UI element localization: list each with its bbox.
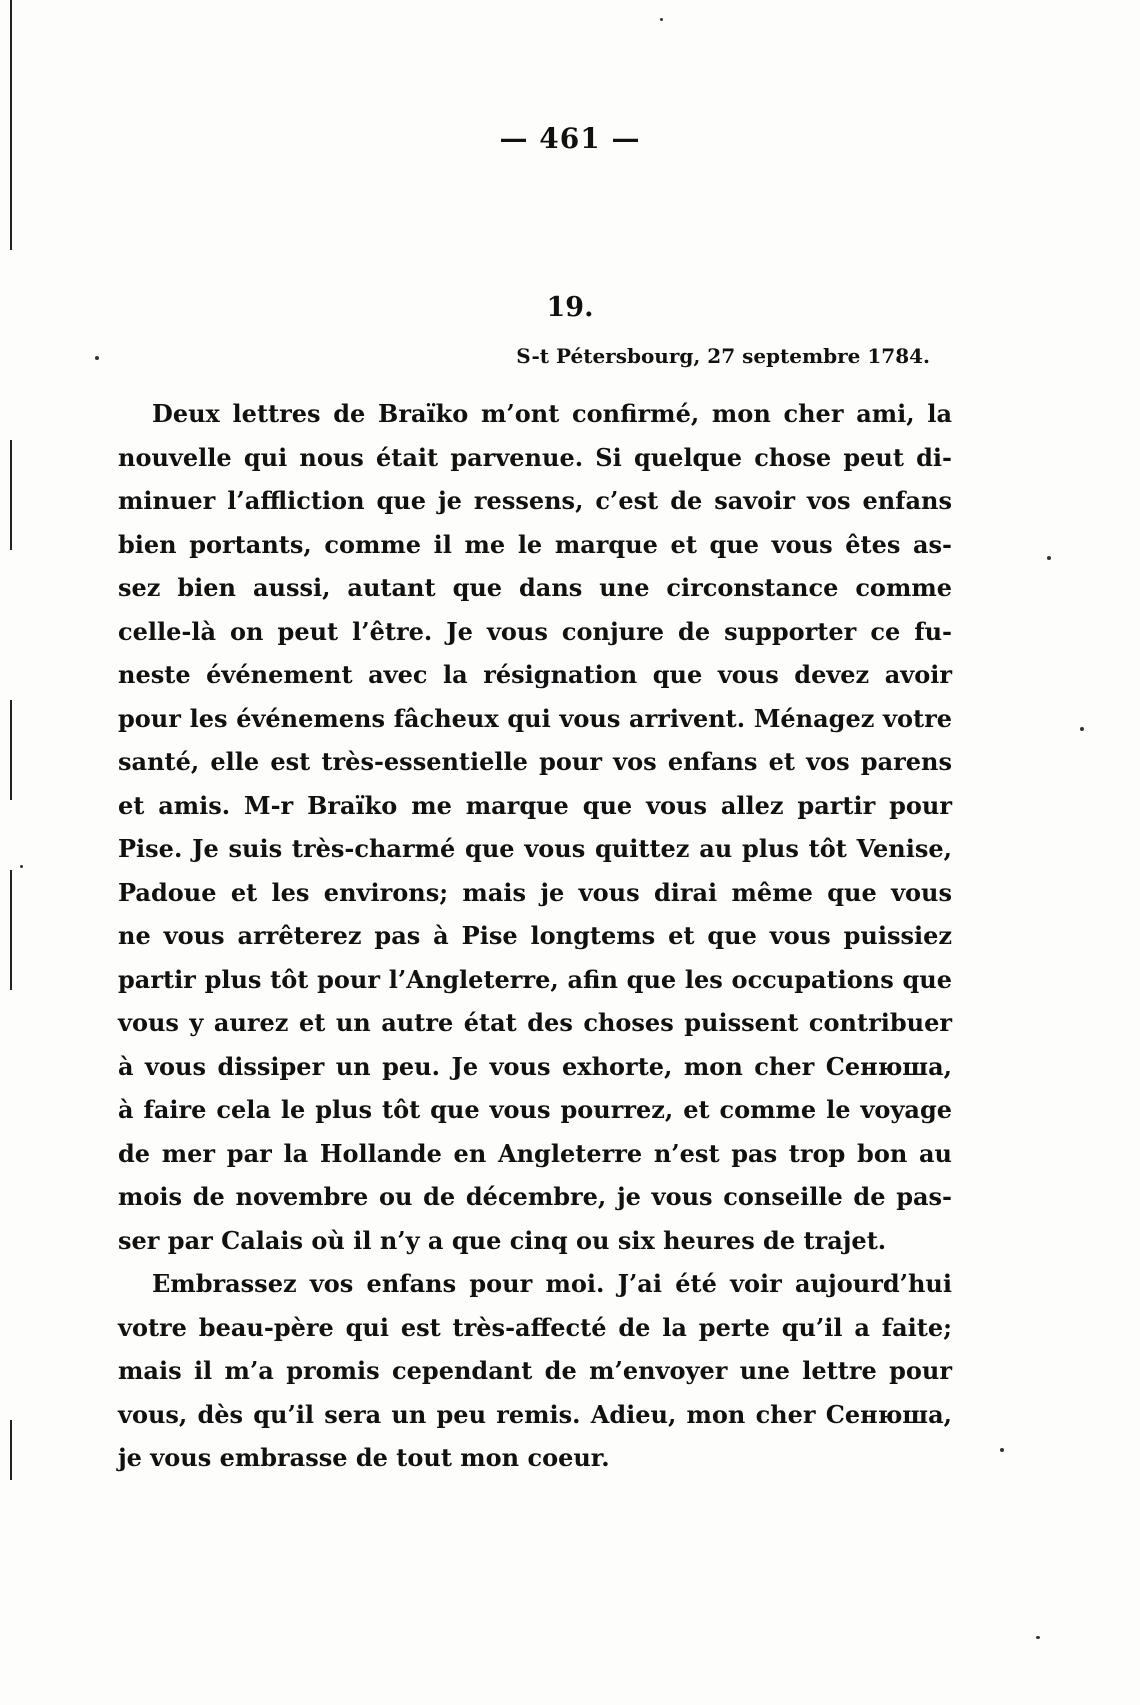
scan-speck: [1000, 1448, 1004, 1452]
text-line: minuer l’affliction que je ressens, c’est de savoir vos enfans: [118, 486, 952, 515]
text-line: et amis. M-r Braïko me marque que vous allez partir pour: [118, 790, 952, 820]
text-line: Pise. Je suis très-charmé que vous quittez au plus tôt Venise,: [118, 834, 952, 863]
text-line: pour les événemens fâcheux qui vous arrivent. Ménagez votre: [118, 703, 952, 733]
text-line: je vous embrasse de tout mon coeur.: [118, 1443, 610, 1472]
text-line: vous y aurez et un autre état des choses puissent contribuer: [118, 1008, 952, 1037]
scan-speck: [1080, 727, 1084, 731]
page-edge-line: [10, 870, 12, 990]
page-edge-line: [10, 700, 12, 800]
text-line: nouvelle qui nous était parvenue. Si quelque chose peut di-: [118, 442, 952, 472]
text-line: vous, dès qu’il sera un peu remis. Adieu, mon cher Сенюша,: [118, 1399, 952, 1429]
text-line: sez bien aussi, autant que dans une circonstance comme: [118, 573, 952, 602]
letter-number: 19.: [546, 292, 594, 323]
page-number: — 461 —: [499, 122, 641, 155]
scan-speck: [20, 865, 23, 868]
page-edge-line: [10, 1420, 12, 1480]
text-line: ser par Calais où il n’y a que cinq ou six heures de trajet.: [118, 1225, 887, 1255]
text-line: ne vous arrêterez pas à Pise longtems et que vous puissiez: [118, 921, 952, 950]
text-line: Embrassez vos enfans pour moi. J’ai été voir aujourd’hui: [152, 1269, 952, 1298]
text-line: bien portants, comme il me le marque et que vous êtes as-: [118, 529, 952, 559]
text-line: votre beau-père qui est très-affecté de la perte qu’il a faite;: [118, 1312, 952, 1342]
text-line: à faire cela le plus tôt que vous pourrez, et comme le voyage: [118, 1095, 952, 1124]
text-line: santé, elle est très-essentielle pour vos enfans et vos parens: [118, 747, 952, 776]
scan-speck: [1047, 556, 1051, 560]
text-line: celle-là on peut l’être. Je vous conjure de supporter ce fu-: [118, 616, 952, 646]
text-line: Deux lettres de Braïko m’ont confirmé, mon cher ami, la: [152, 399, 952, 428]
letter-body: [118, 392, 952, 1480]
text-line: de mer par la Hollande en Angleterre n’est pas trop bon au: [118, 1138, 952, 1168]
text-line: partir plus tôt pour l’Angleterre, afin que les occupations que: [118, 964, 952, 994]
text-line: mais il m’a promis cependant de m’envoyer une lettre pour: [118, 1356, 952, 1385]
letter-dateline: S-t Pétersbourg, 27 septembre 1784.: [516, 344, 930, 368]
text-line: Padoue et les environs; mais je vous dirai même que vous: [118, 877, 952, 907]
page-edge-line: [10, 440, 12, 550]
scan-speck: [660, 18, 663, 21]
text-line: à vous dissiper un peu. Je vous exhorte, mon cher Сенюша,: [118, 1051, 952, 1081]
scan-speck: [1036, 1636, 1040, 1639]
text-line: neste événement avec la résignation que vous devez avoir: [118, 660, 952, 689]
text-line: mois de novembre ou de décembre, je vous conseille de pas-: [118, 1182, 952, 1211]
scan-speck: [95, 356, 99, 360]
